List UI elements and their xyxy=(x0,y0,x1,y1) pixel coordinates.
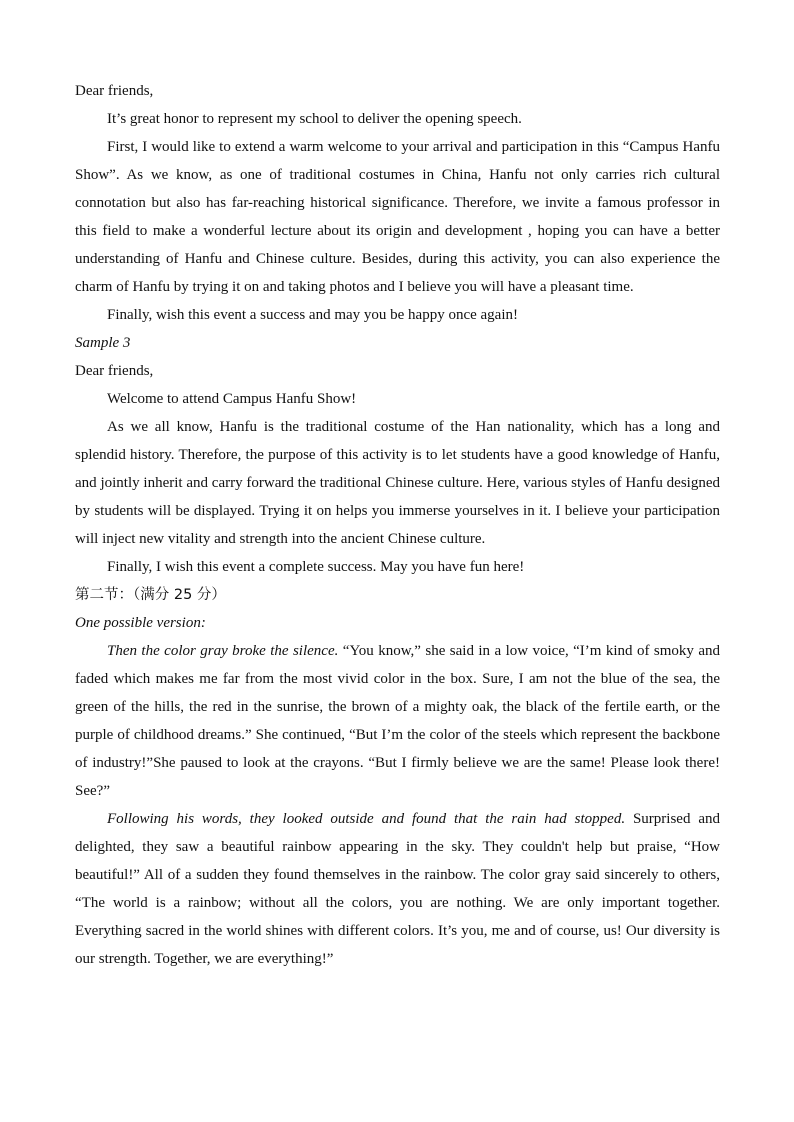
greeting: Dear friends, xyxy=(75,83,154,99)
document-page xyxy=(75,77,720,973)
paragraph: Finally, wish this event a success and may you be happy once again! xyxy=(107,307,519,323)
paragraph-lead-sentence: Then the color gray broke the silence. xyxy=(107,643,339,659)
paragraph: As we all know, Hanfu is the traditional costume of the Han nationality, which has a long and splendid history. Therefore, the purpose of this activity is to let students have a good knowledge of Hanfu, and jointly inherit and carry forward the traditional Chinese culture. Here, various styles of Hanfu designed by students will be displayed. Trying it on helps you immerse yourselves in it. I believe your participation will inject new vitality and strength into the ancient Chinese culture. xyxy=(75,419,720,547)
section-heading: 第二节：（满分 25 分） xyxy=(75,587,226,603)
paragraph: It’s great honor to represent my school to deliver the opening speech. xyxy=(107,111,522,127)
sample-title: Sample 3 xyxy=(75,335,131,351)
paragraph-lead-sentence: Following his words, they looked outside and found that the rain had stopped. xyxy=(107,811,626,827)
story-paragraph xyxy=(75,637,720,805)
paragraph: Welcome to attend Campus Hanfu Show! xyxy=(107,391,357,407)
story-paragraph xyxy=(75,805,720,973)
paragraph-body: “You know,” she said in a low voice, “I’m kind of smoky and faded which makes me far from the most vivid color in the box. Sure, I am not the blue of the sea, the green of the hills, the red in the sunrise, the brown of a mighty oak, the black of the fertile earth, or the purple of childhood dreams.” She continued, “But I’m the color of the steels which represent the backbone of industry!”She paused to look at the crayons. “But I firmly believe we are the same! Please look there! See?” xyxy=(75,643,720,799)
version-label: One possible version: xyxy=(75,615,206,631)
greeting: Dear friends, xyxy=(75,363,154,379)
paragraph: Finally, I wish this event a complete success. May you have fun here! xyxy=(107,559,525,575)
paragraph: First, I would like to extend a warm welcome to your arrival and participation in this “Campus Hanfu Show”. As we know, as one of traditional costumes in China, Hanfu not only carries rich cultural connotation but also has far-reaching historical significance. Therefore, we invite a famous professor in this field to make a wonderful lecture about its origin and development , hoping you can have a better understanding of Hanfu and Chinese culture. Besides, during this activity, you can also experience the charm of Hanfu by trying it on and taking photos and I believe you will have a pleasant time. xyxy=(75,139,720,295)
paragraph-body: Surprised and delighted, they saw a beautiful rainbow appearing in the sky. They couldn't help but praise, “How beautiful!” All of a sudden they found themselves in the rainbow. The color gray said sincerely to others, “The world is a rainbow; without all the colors, you are nothing. We are only important together. Everything sacred in the world shines with different colors. It’s you, me and of course, us! Our diversity is our strength. Together, we are everything!” xyxy=(75,811,720,967)
